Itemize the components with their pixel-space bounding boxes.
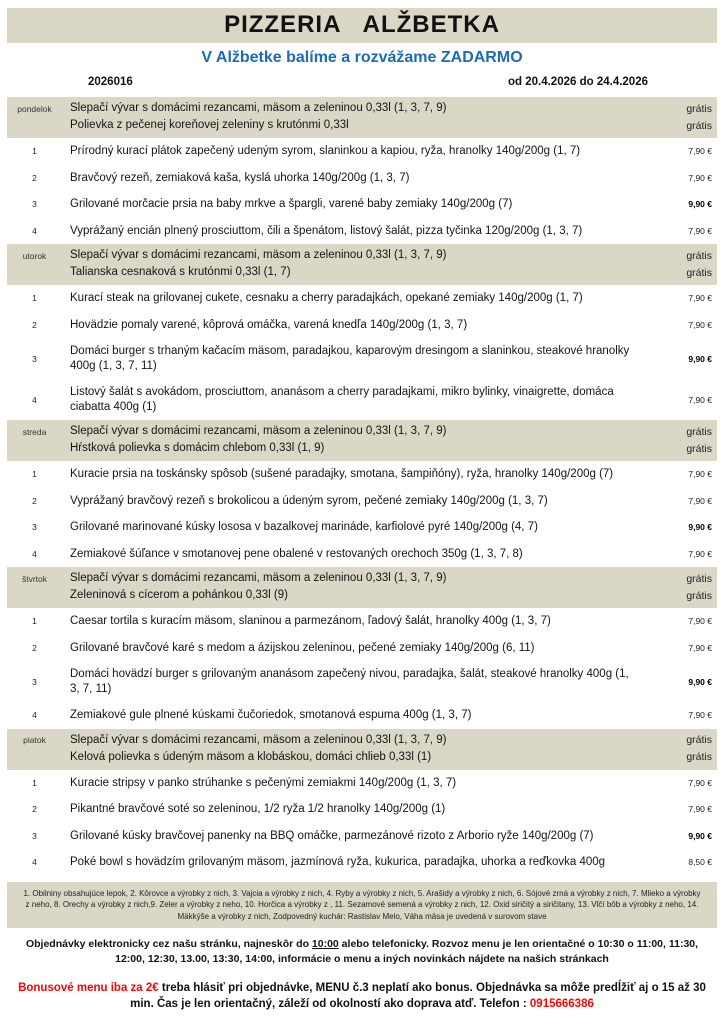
meal-row: [7, 218, 717, 245]
soup-price: grátis: [686, 734, 712, 746]
meal-row: [7, 285, 717, 312]
soup-row: [7, 587, 717, 604]
soup-price: grátis: [686, 572, 712, 585]
meal-row: [7, 461, 717, 488]
day-label: utorok: [22, 250, 47, 261]
bonus-price: Bonusové menu iba za 2€: [18, 982, 159, 994]
day-section-štvrtok: [0, 567, 724, 729]
restaurant-title: PIZZERIA ALŽBETKA: [224, 11, 500, 38]
meal-row: [7, 488, 717, 515]
meal-number: 4: [32, 548, 37, 559]
meal-row: [7, 191, 717, 218]
meal-number: 3: [32, 676, 37, 687]
meal-price: 7,90 €: [688, 172, 712, 183]
meal-number: 3: [32, 830, 37, 841]
meal-text: Domáci burger s trhaným kačacím mäsom, paradajkou, kaparovým dresingom a slaninkou, steakové hranolky 400g (1, 3, 7, 11): [70, 345, 630, 372]
meal-text: Poké bowl s hovädzím grilovaným mäsom, jazmínová ryža, kukurica, paradajka, uhorka a reďkovka 400g: [70, 856, 606, 868]
meal-text: Prírodný kurací plátok zapečený udeným syrom, slaninkou a kapiou, ryža, hranolky 140g/200g (1, 7): [70, 145, 581, 157]
meal-row: [7, 796, 717, 823]
allergen-note: 1. Obilniny obsahujúce lepok, 2. Kôrovce a výrobky z nich, 3. Vajcia a výrobky z nich, 4. Ryby a výrobky z nich, 5. Arašidy a výrobky z nich, 6. Sójové zrná a výrobky z nich, 7. Mlieko a výrobky z neho, 8. Orechy a výrobky z nich,9. Zeler a výrobky z neho, 10. Horčica a výrobky z , 11. Sezamové semená a výrobky z nich, 12. Oxid siričitý a siričitany, 13. Vlčí bôb a výrobky z neho, 14. Mäkkýše a výrobky z nich, Zodpovedný kuchár: Rastislav Melo, Váha mäsa je uvedená v surovom stave: [7, 882, 717, 929]
soup-row: [7, 264, 717, 281]
menu-info-row: [88, 76, 648, 88]
soup-text: Talianska cesnaková s krutónmi 0,33l (1, 7): [70, 266, 291, 278]
day-section-streda: [0, 420, 724, 567]
meal-text: Grilované bravčové karé s medom a ázijskou zeleninou, pečené zemiaky 140g/200g (6, 11): [70, 641, 535, 654]
soup-row: [7, 247, 717, 264]
meal-text: Kuracie stripsy v panko strúhanke s pečenými zemiakmi 140g/200g (1, 3, 7): [70, 776, 457, 789]
soup-price: grátis: [686, 425, 712, 438]
meal-text: Bravčový rezeň, zemiaková kaša, kyslá uhorka 140g/200g (1, 3, 7): [70, 171, 410, 184]
meal-text: Vyprážaný encián plnený prosciuttom, čili a špenátom, listový šalát, pizza tyčinka 120g/200g (1, 3, 7): [70, 224, 583, 237]
soup-row: [7, 749, 717, 766]
meal-row: [7, 608, 717, 635]
menu-days: [0, 97, 724, 876]
order-info: [22, 937, 702, 967]
meal-number: 2: [32, 495, 37, 506]
soup-text: Hŕstková polievka s domácim chlebom 0,33l (1, 9): [70, 442, 325, 454]
soup-text: Slepačí vývar s domácimi rezancami, mäsom a zeleninou 0,33l (1, 3, 7, 9): [70, 425, 447, 437]
meal-price: 7,90 €: [688, 146, 712, 157]
meal-row: [7, 338, 717, 379]
title-band: [7, 8, 717, 43]
day-label: piatok: [23, 735, 46, 745]
meal-price: 7,90 €: [688, 225, 712, 236]
meal-number: 2: [32, 319, 37, 330]
menu-number: 2026016: [88, 76, 133, 88]
order-info-text: Objednávky elektronicky cez našu stránku, najneskôr do: [25, 938, 312, 950]
soup-text: Zeleninová s cícerom a pohánkou 0,33l (9): [70, 589, 288, 601]
meal-price: 9,90 €: [688, 199, 712, 210]
soup-band: [7, 420, 717, 461]
order-info-text-2: alebo telefonicky. Rozvoz menu je len orientačné o 10:30 o 11:00, 11:30, 12:00, 12:30, 13.00, 13:30, 14:00, informácie o menu a iných novinkách nájdete na našich stránkach: [115, 938, 699, 965]
soup-row: [7, 423, 717, 440]
meal-price: 7,90 €: [688, 319, 712, 330]
meal-price: 7,90 €: [688, 293, 712, 304]
meal-price: 7,90 €: [688, 394, 712, 405]
meal-row: [7, 541, 717, 568]
meal-price: 7,90 €: [688, 804, 712, 815]
soup-band: [7, 729, 717, 770]
soup-price: grátis: [686, 266, 712, 279]
soup-band: [7, 244, 717, 285]
soup-text: Kelová polievka s údeným mäsom a klobáskou, domáci chlieb 0,33l (1): [70, 750, 432, 763]
meal-price: 8,50 €: [688, 857, 712, 868]
meal-price: 7,90 €: [688, 469, 712, 480]
soup-row: [7, 440, 717, 457]
meal-number: 4: [32, 710, 37, 721]
delivery-subtitle: V Alžbetke balíme a rozvážame ZADARMO: [201, 49, 523, 66]
day-section-piatok: [0, 729, 724, 876]
meal-text: Listový šalát s avokádom, prosciuttom, ananásom a cherry paradajkami, mikro bylinky, vinaigrette, domáca ciabatta 400g (1): [70, 386, 614, 413]
meal-price: 7,90 €: [688, 777, 712, 788]
day-label: streda: [22, 426, 47, 437]
soup-row: [7, 570, 717, 587]
meal-number: 2: [32, 804, 37, 815]
meal-text: Kuracie prsia na toskánsky spôsob (sušené paradajky, smotana, šampiňóny), ryža, hranolky 140g/200g (7): [70, 468, 614, 480]
meal-number: 4: [32, 857, 37, 868]
meal-price: 9,90 €: [688, 522, 712, 533]
meal-row: [7, 702, 717, 729]
soup-row: [7, 117, 717, 134]
day-label: štvrtok: [21, 573, 48, 584]
meal-price: 7,90 €: [688, 495, 712, 506]
meal-number: 1: [32, 469, 37, 480]
day-section-utorok: [0, 244, 724, 420]
meal-number: 1: [32, 293, 37, 304]
meal-number: 3: [32, 522, 37, 533]
soup-price: grátis: [686, 751, 712, 763]
soup-text: Slepačí vývar s domácimi rezancami, mäsom a zeleninou 0,33l (1, 3, 7, 9): [70, 102, 447, 114]
day-label: pondelok: [17, 103, 52, 114]
meal-price: 9,90 €: [688, 353, 712, 364]
bonus-text: treba hlásiť pri objednávke, MENU č.3 neplatí ako bonus. Objednávka sa môže predĺžiť aj o 15 až 30 min. Čas je len orientačný, záleží od okolností ako doprava atď. Telefon :: [130, 982, 706, 1010]
order-deadline: 10:00: [311, 938, 339, 950]
day-section-pondelok: [0, 97, 724, 244]
meal-price: 9,90 €: [688, 830, 712, 841]
meal-price: 7,90 €: [688, 616, 712, 627]
soup-text: Slepačí vývar s domácimi rezancami, mäsom a zeleninou 0,33l (1, 3, 7, 9): [70, 572, 447, 584]
soup-price: grátis: [686, 589, 712, 602]
meal-row: [7, 770, 717, 797]
soup-band: [7, 567, 717, 608]
meal-row: [7, 312, 717, 339]
soup-price: grátis: [686, 102, 712, 115]
meal-text: Pikantné bravčové soté so zeleninou, 1/2 ryža 1/2 hranolky 140g/200g (1): [70, 803, 446, 815]
meal-number: 3: [32, 353, 37, 364]
meal-text: Hovädzie pomaly varené, kôprová omáčka, varená knedľa 140g/200g (1, 3, 7): [70, 318, 468, 331]
phone-number: 0915666386: [529, 998, 594, 1010]
meal-text: Zemiakové šúľance v smotanovej pene obalené v restovaných orechoch 350g (1, 3, 7, 8): [70, 547, 523, 560]
soup-row: [7, 100, 717, 117]
meal-text: Grilované morčacie prsia na baby mrkve a špargli, varené baby zemiaky 140g/200g (7): [70, 198, 513, 210]
meal-text: Caesar tortila s kuracím mäsom, slaninou a parmezánom, ľadový šalát, hranolky 400g (1, 3, 7): [70, 615, 551, 627]
meal-number: 4: [32, 394, 37, 405]
meal-number: 2: [32, 172, 37, 183]
meal-price: 7,90 €: [688, 710, 712, 721]
meal-number: 3: [32, 199, 37, 210]
meal-number: 2: [32, 642, 37, 653]
meal-row: [7, 661, 717, 702]
meal-text: Domáci hovädzí burger s grilovaným ananásom zapečený nivou, paradajka, šalát, steakové hranolky 400g (1, 3, 7, 11): [70, 668, 629, 695]
meal-number: 4: [32, 225, 37, 236]
meal-number: 1: [32, 146, 37, 157]
meal-row: [7, 849, 717, 876]
soup-text: Slepačí vývar s domácimi rezancami, mäsom a zeleninou 0,33l (1, 3, 7, 9): [70, 249, 447, 261]
meal-text: Grilované marinované kúsky lososa v bazalkovej marináde, karfiolové pyré 140g/200g (4, 7): [70, 521, 538, 533]
meal-price: 7,90 €: [688, 642, 712, 653]
date-range: od 20.4.2026 do 24.4.2026: [507, 76, 648, 88]
soup-price: grátis: [686, 442, 712, 455]
meal-number: 1: [32, 616, 37, 627]
bonus-note: [18, 980, 706, 1012]
meal-number: 1: [32, 777, 37, 788]
soup-price: grátis: [686, 119, 712, 132]
soup-text: Slepačí vývar s domácimi rezancami, mäsom a zeleninou 0,33l (1, 3, 7, 9): [70, 733, 447, 746]
meal-text: Vyprážaný bravčový rezeň s brokolicou a údeným syrom, pečené zemiaky 140g/200g (1, 3, 7): [70, 494, 548, 507]
meal-text: Kurací steak na grilovanej cukete, cesnaku a cherry paradajkách, opekané zemiaky 140g/200g (1, 7): [70, 292, 583, 304]
meal-row: [7, 379, 717, 420]
meal-text: Grilované kúsky bravčovej panenky na BBQ omáčke, parmezánové rizoto z Arborio ryže 140g/200g (7): [70, 829, 594, 842]
meal-price: 7,90 €: [688, 548, 712, 559]
soup-text: Polievka z pečenej koreňovej zeleniny s krutónmi 0,33l: [70, 119, 349, 131]
meal-row: [7, 635, 717, 662]
meal-row: [7, 514, 717, 541]
soup-row: [7, 732, 717, 749]
meal-row: [7, 165, 717, 192]
meal-price: 9,90 €: [688, 676, 712, 687]
soup-band: [7, 97, 717, 138]
meal-text: Zemiakové gule plnené kúskami čučoriedok, smotanová espuma 400g (1, 3, 7): [70, 709, 472, 721]
soup-price: grátis: [686, 249, 712, 262]
meal-row: [7, 823, 717, 850]
meal-row: [7, 138, 717, 165]
